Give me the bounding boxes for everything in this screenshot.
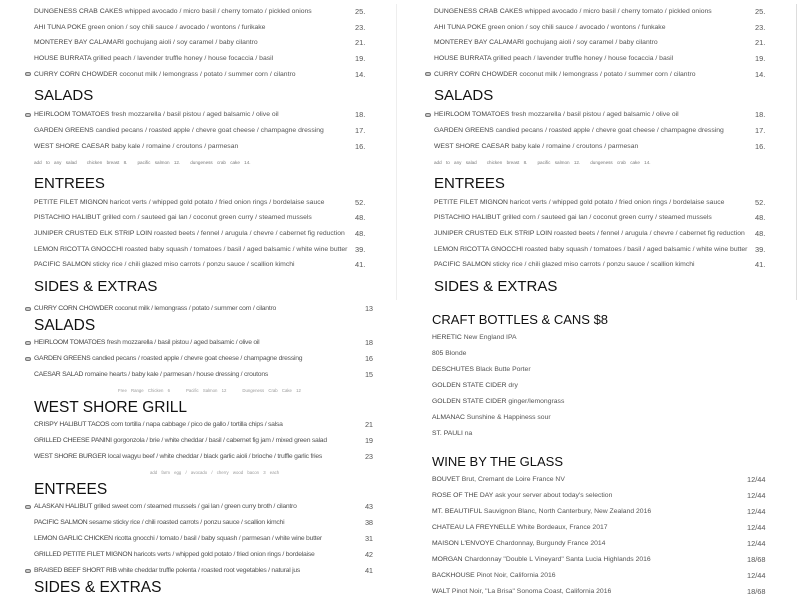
menu-item-price: 19.	[355, 54, 366, 64]
dietary-icon	[25, 569, 31, 573]
menu-item-name: HEIRLOOM TOMATOES	[34, 339, 106, 346]
menu-item	[400, 123, 796, 139]
menu-item	[400, 362, 800, 378]
menu-item	[400, 394, 800, 410]
menu-item-name: WEST SHORE CAESAR	[34, 142, 110, 150]
menu-item-name: ROSE OF THE DAY	[432, 492, 494, 499]
menu-item	[0, 67, 396, 83]
menu-item	[0, 51, 396, 67]
menu-item-description: baby kale / romaine / croutons / parmesan	[511, 142, 639, 150]
menu-item-name: HOUSE BURRATA	[434, 55, 492, 63]
menu-item	[0, 335, 400, 351]
menu-item	[0, 20, 396, 36]
dietary-icon	[25, 357, 31, 361]
menu-item	[400, 426, 800, 442]
menu-item-price: 23.	[355, 22, 366, 32]
menu-item-description: grilled peach / lavender truffle honey / house focaccia / basil	[493, 55, 674, 63]
menu-item-description: whipped avocado / micro basil / cherry tomato / pickled onions	[524, 8, 712, 15]
menu-item-description: gochujang aioli / soy caramel / baby cilantro	[125, 39, 258, 47]
section-heading: CRAFT BOTTLES & CANS $8	[432, 312, 609, 327]
menu-item-price: 25.	[755, 7, 766, 16]
menu-panel-right-top	[400, 4, 797, 300]
menu-item-price: 48.	[755, 228, 766, 238]
menu-item-description: ricotta gnocchi / tomato / basil / baby squash / parmesan / white wine butter	[114, 535, 322, 542]
menu-item	[0, 195, 396, 211]
menu-item-description: fresh mozzarella / basil pistou / aged balsamic / olive oil	[106, 339, 260, 346]
menu-item-description: gochujang aioli / soy caramel / baby cilantro	[525, 39, 658, 47]
menu-item-name: CHATEAU LA FREYNELLE	[432, 524, 516, 531]
menu-item-name: BRAISED BEEF SHORT RIB	[34, 567, 117, 574]
add-on-note	[0, 465, 400, 481]
menu-item-name: MONTEREY BAY CALAMARI	[434, 39, 524, 47]
menu-item	[400, 35, 796, 51]
menu-item-description: grilled sweet corn / steamed mussels / gai lan / green curry broth / cilantro	[93, 503, 297, 510]
menu-item-description: grilled corn / sauteed gai lan / coconut green curry / steamed mussels	[502, 214, 712, 222]
menu-item-description: roasted beets / fennel / arugula / chevre / cabernet fig reduction	[553, 229, 745, 237]
menu-item-price: 16.	[355, 141, 366, 151]
menu-item-description: gorgonzola / brie / white cheddar / basil / cabernet fig jam / mixed green salad	[113, 437, 327, 444]
section-heading: SALADS	[34, 317, 96, 334]
menu-item-description: coconut milk / lemongrass / potato / summer corn / cilantro	[119, 70, 296, 78]
add-on-option: Pacific Salmon 12	[186, 388, 227, 393]
menu-item-name: DESCHUTES	[432, 366, 474, 373]
menu-item-price: 12/44	[747, 539, 766, 548]
menu-item	[400, 568, 800, 584]
menu-item-name: AHI TUNA POKE	[434, 23, 486, 31]
menu-item	[400, 504, 800, 520]
menu-item	[400, 226, 796, 242]
add-on-option: chicken breast 8.	[486, 159, 528, 165]
menu-item-price: 25.	[355, 7, 366, 16]
menu-item-price: 12/44	[747, 475, 766, 484]
menu-item-price: 43	[365, 502, 373, 511]
menu-item-description: sticky rice / chili glazed miso carrots / ponzu sauce / scallion kimchi	[492, 261, 695, 269]
add-on-note	[400, 155, 796, 170]
menu-item-price: 31	[365, 534, 373, 543]
menu-item-price: 23.	[755, 22, 766, 32]
menu-item-name: WEST SHORE CAESAR	[434, 142, 510, 150]
menu-item-price: 21.	[355, 38, 366, 48]
menu-item	[0, 433, 400, 449]
add-on-option: dungeness crab cake 14.	[590, 159, 651, 165]
menu-item-description: roasted beets / fennel / arugula / chevre / cabernet fig reduction	[153, 229, 345, 237]
menu-item-price: 14.	[355, 69, 366, 79]
menu-item-name: MORGAN	[432, 556, 463, 563]
menu-item-price: 18/68	[747, 555, 766, 564]
menu-item-name: CURRY CORN CHOWDER	[34, 70, 118, 78]
menu-item	[400, 472, 800, 488]
menu-item-name: MONTEREY BAY CALAMARI	[34, 39, 124, 47]
menu-item-name: GRILLED PETITE FILET MIGNON	[34, 551, 133, 558]
menu-item-name: JUNIPER CRUSTED ELK STRIP LOIN	[434, 229, 553, 237]
menu-item	[400, 536, 800, 552]
menu-item-name: GOLDEN STATE CIDER	[432, 398, 507, 405]
menu-item-price: 16.	[755, 141, 766, 151]
dietary-icon	[25, 505, 31, 509]
menu-item	[400, 210, 796, 226]
menu-item	[400, 488, 800, 504]
dietary-icon	[25, 341, 31, 345]
menu-item-name: HERETIC	[432, 334, 462, 341]
menu-item-description: Black Butte Porter	[475, 366, 531, 373]
menu-panel-right-bottom	[400, 310, 800, 600]
menu-item-name: CRISPY HALIBUT TACOS	[34, 421, 110, 428]
add-on-option: chicken breast 8.	[86, 159, 128, 165]
add-on-note	[0, 155, 396, 170]
menu-item-description: fresh mozzarella / basil pistou / aged balsamic / olive oil	[511, 111, 679, 119]
menu-item-name: BACKHOUSE	[432, 572, 475, 579]
dietary-icon	[25, 307, 31, 311]
menu-item-description: Brut, Cremant de Loire France NV	[461, 476, 565, 483]
menu-item-name: PETITE FILET MIGNON	[34, 198, 108, 206]
menu-item-price: 48.	[355, 228, 366, 238]
dietary-icon	[425, 113, 431, 117]
menu-item	[0, 367, 400, 383]
menu-item	[0, 563, 400, 579]
menu-item-description: roasted baby squash / tomatoes / basil / aged balsamic / white wine butter	[124, 245, 348, 253]
add-on-option: add to any salad	[434, 159, 477, 165]
menu-item-price: 19	[365, 436, 373, 445]
menu-item	[0, 35, 396, 51]
add-on-option: Dungeness Crab Cake 12	[242, 388, 301, 393]
menu-item	[400, 4, 796, 20]
menu-item-price: 41	[365, 566, 373, 575]
menu-item-price: 13	[365, 304, 373, 313]
menu-item-name: WALT	[432, 588, 451, 595]
menu-item-name: HEIRLOOM TOMATOES	[434, 111, 510, 119]
menu-item-name: HOUSE BURRATA	[34, 55, 92, 63]
add-on-note	[0, 383, 400, 399]
menu-item-description: coconut milk / lemongrass / potato / summer corn / cilantro	[114, 305, 277, 312]
menu-panel-left-top	[0, 4, 397, 300]
menu-item-price: 21.	[755, 38, 766, 48]
menu-item-price: 21	[365, 420, 373, 429]
menu-item-name: PACIFIC SALMON	[34, 519, 88, 526]
menu-item-price: 18	[365, 338, 373, 347]
menu-item-name: LEMON RICOTTA GNOCCHI	[434, 245, 523, 253]
menu-item-description: Chardonnay "Double L Vineyard" Santa Lucia Highlands 2016	[464, 556, 651, 563]
menu-item	[400, 410, 800, 426]
menu-item-description: green onion / soy chili sauce / avocado / wontons / funkake	[487, 23, 666, 31]
menu-item-description: haricot verts / whipped gold potato / fried onion rings / bordelaise sauce	[109, 198, 325, 206]
menu-item-name: ST. PAULI	[432, 430, 463, 437]
menu-item-price: 38	[365, 518, 373, 527]
menu-item-name: GARDEN GREENS	[34, 127, 94, 135]
menu-item-description: roasted baby squash / tomatoes / basil / aged balsamic / white wine butter	[524, 245, 748, 253]
menu-item-description: sesame sticky rice / chili roasted carrots / ponzu sauce / scallion kimchi	[89, 519, 285, 526]
menu-item-price: 18/68	[747, 587, 766, 596]
menu-item	[0, 4, 396, 20]
menu-item-description: sticky rice / chili glazed miso carrots / ponzu sauce / scallion kimchi	[92, 261, 295, 269]
menu-item-description: candied pecans / roasted apple / chevre goat cheese / champagne dressing	[495, 127, 724, 135]
menu-item-price: 48.	[755, 213, 766, 223]
menu-item-name: GARDEN GREENS	[434, 127, 494, 135]
menu-item-name: 805	[432, 350, 444, 357]
menu-item-description: Blonde	[445, 350, 467, 357]
menu-item	[0, 210, 396, 226]
menu-item-name: DUNGENESS CRAB CAKES	[34, 8, 123, 15]
menu-item	[0, 449, 400, 465]
section-heading: SALADS	[434, 87, 494, 105]
menu-item-description: grilled peach / lavender truffle honey / house focaccia / basil	[93, 55, 274, 63]
section-heading: ENTREES	[34, 481, 108, 498]
menu-item	[0, 226, 396, 242]
menu-item	[400, 67, 796, 83]
menu-item	[400, 552, 800, 568]
menu-item-name: CURRY CORN CHOWDER	[434, 70, 518, 78]
menu-item	[0, 417, 400, 433]
menu-item-name: PISTACHIO HALIBUT	[34, 214, 101, 222]
menu-item	[400, 346, 800, 362]
menu-item	[0, 515, 400, 531]
menu-item	[400, 107, 796, 123]
menu-item	[0, 123, 396, 139]
menu-item-description: baby kale / romaine / croutons / parmesan	[111, 142, 239, 150]
menu-item-description: fresh mozzarella / basil pistou / aged balsamic / olive oil	[111, 111, 279, 119]
section-heading: ENTREES	[34, 174, 105, 192]
section-heading: ENTREES	[434, 174, 505, 192]
menu-item-price: 17.	[755, 126, 766, 136]
menu-item-description: haricots verts / whipped gold potato / fried onion rings / bordelaise	[133, 551, 315, 558]
add-on-option: pacific salmon 12.	[137, 159, 181, 165]
menu-item-description: corn tortilla / napa cabbage / pico de gallo / tortilla chips / salsa	[110, 421, 283, 428]
menu-item	[400, 257, 796, 273]
menu-item	[400, 139, 796, 155]
menu-item	[400, 584, 800, 600]
dietary-icon	[425, 72, 431, 76]
menu-item-description: candied pecans / roasted apple / chevre goat cheese / champagne dressing	[92, 355, 303, 362]
menu-item-name: PETITE FILET MIGNON	[434, 198, 508, 206]
menu-item-price: 14.	[755, 69, 766, 79]
menu-item-name: CAESAR SALAD	[34, 371, 84, 378]
menu-item-name: ALASKAN HALIBUT	[34, 503, 93, 510]
menu-item-description: Chardonnay, Burgundy France 2014	[496, 540, 606, 547]
menu-item-price: 12/44	[747, 571, 766, 580]
menu-item-description: na	[464, 430, 473, 437]
menu-item-price: 16	[365, 354, 373, 363]
menu-item	[400, 195, 796, 211]
menu-item-description: coconut milk / lemongrass / potato / summer corn / cilantro	[519, 70, 696, 78]
menu-item-description: romaine hearts / baby kale / parmesan / house dressing / croutons	[84, 371, 269, 378]
menu-item-description: candied pecans / roasted apple / chevre goat cheese / champagne dressing	[95, 127, 324, 135]
menu-item-description: ginger/lemongrass	[508, 398, 565, 405]
menu-item-name: PACIFIC SALMON	[34, 261, 91, 269]
menu-item-description: Sunshine & Happiness sour	[466, 414, 551, 421]
menu-item-price: 12/44	[747, 523, 766, 532]
menu-item-name: DUNGENESS CRAB CAKES	[434, 8, 523, 15]
menu-item	[0, 257, 396, 273]
menu-item	[0, 531, 400, 547]
menu-item-name: HEIRLOOM TOMATOES	[34, 111, 110, 119]
menu-item-name: LEMON GARLIC CHICKEN	[34, 535, 113, 542]
menu-item-description: local wagyu beef / white cheddar / black garlic aioli / brioche / truffle garlic fries	[107, 453, 323, 460]
dietary-icon	[25, 72, 31, 76]
menu-item	[0, 242, 396, 258]
section-heading: WEST SHORE GRILL	[34, 399, 188, 416]
menu-item-price: 23	[365, 452, 373, 461]
menu-item-description: green onion / soy chili sauce / avocado / wontons / furikake	[87, 23, 266, 31]
menu-item-price: 41.	[755, 260, 766, 270]
menu-item-description: Pinot Noir, California 2016	[476, 572, 556, 579]
menu-item-name: GRILLED CHEESE PANINI	[34, 437, 112, 444]
section-heading: SALADS	[34, 87, 94, 105]
menu-item-price: 48.	[355, 213, 366, 223]
menu-item-description: haricot verts / whipped gold potato / fried onion rings / bordelaise sauce	[509, 198, 725, 206]
menu-item-price: 18.	[355, 110, 366, 120]
menu-item-price: 41.	[355, 260, 366, 270]
menu-item-name: ALMANAC	[432, 414, 465, 421]
menu-item-price: 52.	[755, 197, 766, 207]
menu-item-name: BOUVET	[432, 476, 460, 483]
menu-item-name: WEST SHORE BURGER	[34, 453, 107, 460]
dietary-icon	[25, 113, 31, 117]
menu-item-description: ask your server about today's selection	[495, 492, 613, 499]
menu-item-price: 39.	[755, 244, 766, 254]
menu-item	[0, 547, 400, 563]
menu-item-name: PACIFIC SALMON	[434, 261, 491, 269]
add-on-option: Free Range Chicken 6	[118, 388, 170, 393]
menu-item-price: 12/44	[747, 507, 766, 516]
add-on-option: pacific salmon 12.	[537, 159, 581, 165]
add-on-option: add to any salad	[34, 159, 77, 165]
menu-item-name: PISTACHIO HALIBUT	[434, 214, 501, 222]
section-heading: SIDES & EXTRAS	[34, 277, 158, 295]
menu-item-description: White Bordeaux, France 2017	[517, 524, 608, 531]
menu-item-description: Sauvignon Blanc, North Canterbury, New Zealand 2016	[483, 508, 652, 515]
section-heading: WINE BY THE GLASS	[432, 454, 564, 469]
menu-item-name: GARDEN GREENS	[34, 355, 91, 362]
menu-item-name: JUNIPER CRUSTED ELK STRIP LOIN	[34, 229, 153, 237]
menu-item-price: 17.	[355, 126, 366, 136]
menu-item	[400, 51, 796, 67]
menu-item-price: 42	[365, 550, 373, 559]
section-heading: SIDES & EXTRAS	[434, 277, 558, 295]
menu-item-price: 12/44	[747, 491, 766, 500]
menu-item-description: Pinot Noir, "La Brisa" Sonoma Coast, California 2016	[451, 588, 612, 595]
section-heading: SIDES & EXTRAS	[34, 579, 162, 596]
menu-item	[0, 107, 396, 123]
menu-item-price: 19.	[755, 54, 766, 64]
menu-item-name: MAISON L'ENVOYE	[432, 540, 495, 547]
menu-item-description: dry	[508, 382, 518, 389]
menu-item-name: GOLDEN STATE CIDER	[432, 382, 507, 389]
menu-item-price: 15	[365, 370, 373, 379]
add-on-option: dungeness crab cake 14.	[190, 159, 251, 165]
menu-item-description: grilled corn / sauteed gai lan / coconut green curry / steamed mussels	[102, 214, 312, 222]
section-spacer	[400, 442, 800, 452]
menu-item-price: 39.	[355, 244, 366, 254]
menu-item	[0, 351, 400, 367]
menu-item-price: 18.	[755, 110, 766, 120]
menu-item	[400, 378, 800, 394]
menu-item-description: New England IPA	[463, 334, 517, 341]
menu-item	[400, 242, 796, 258]
menu-item	[400, 330, 800, 346]
menu-item-description: whipped avocado / micro basil / cherry tomato / pickled onions	[124, 8, 312, 15]
menu-item	[0, 139, 396, 155]
menu-item-description: white cheddar truffle polenta / roasted root vegetables / natural jus	[118, 567, 301, 574]
add-on-option: add farm egg / avocado / cherry wood bacon 3 each	[150, 470, 280, 475]
menu-item-name: MT. BEAUTIFUL	[432, 508, 482, 515]
menu-item	[0, 499, 400, 515]
menu-item-name: CURRY CORN CHOWDER	[34, 305, 114, 312]
menu-item	[400, 520, 800, 536]
menu-item-name: LEMON RICOTTA GNOCCHI	[34, 245, 123, 253]
menu-item-price: 52.	[355, 197, 366, 207]
menu-item	[0, 301, 400, 317]
menu-item	[400, 20, 796, 36]
menu-item-name: AHI TUNA POKE	[34, 23, 86, 31]
menu-panel-left-bottom	[0, 301, 400, 600]
